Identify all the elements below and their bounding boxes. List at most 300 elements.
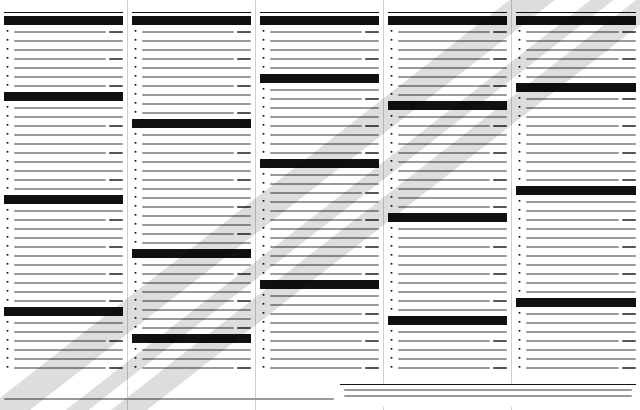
row-bullet: ▪ [390,185,393,192]
row-bullet: ▪ [390,122,393,129]
feature-row [388,131,507,138]
feature-row [388,243,507,250]
row-text-placeholder [14,170,123,172]
row-bullet: ▪ [6,122,9,129]
column [256,0,384,410]
row-text-placeholder [14,107,123,109]
row-bullet: ▪ [262,216,265,223]
row-price-placeholder [365,340,379,342]
row-text-placeholder [270,349,379,351]
row-text-placeholder [142,215,251,217]
row-bullet: ▪ [134,176,137,183]
row-text-placeholder [142,58,234,60]
row-text-placeholder [398,49,507,51]
feature-row [516,252,636,259]
feature-row [4,104,123,111]
row-bullet: ▪ [518,55,521,62]
feature-row [132,55,251,62]
row-text-placeholder [14,179,106,181]
feature-row [260,113,379,120]
row-bullet: ▪ [134,194,137,201]
row-bullet: ▪ [6,46,9,53]
row-bullet: ▪ [6,149,9,156]
feature-row [4,167,123,174]
row-bullet: ▪ [134,158,137,165]
row-text-placeholder [526,367,619,369]
row-text-placeholder [526,152,619,154]
row-text-placeholder [142,134,251,136]
row-bullet: ▪ [134,37,137,44]
row-text-placeholder [14,31,106,33]
row-text-placeholder [398,85,490,87]
row-bullet: ▪ [6,346,9,353]
row-text-placeholder [270,107,379,109]
row-price-placeholder [493,246,507,248]
row-bullet: ▪ [518,288,521,295]
row-bullet: ▪ [390,346,393,353]
row-text-placeholder [142,170,251,172]
row-text-placeholder [270,98,362,100]
feature-row [4,252,123,259]
feature-row [388,113,507,120]
row-text-placeholder [526,67,636,69]
row-text-placeholder [14,237,123,239]
row-text-placeholder [142,264,251,266]
row-text-placeholder [14,49,123,51]
row-price-placeholder [493,273,507,275]
row-text-placeholder [142,242,251,244]
feature-row [4,185,123,192]
row-bullet: ▪ [262,28,265,35]
feature-row [516,225,636,232]
row-price-placeholder [237,58,251,60]
feature-row [388,55,507,62]
row-text-placeholder [526,125,619,127]
row-text-placeholder [398,273,490,275]
feature-row [132,158,251,165]
row-price-placeholder [109,367,123,369]
feature-row [516,279,636,286]
column-title [260,2,379,13]
row-bullet: ▪ [6,364,9,371]
row-text-placeholder [526,31,619,33]
feature-row [388,167,507,174]
feature-row [260,270,379,277]
row-price-placeholder [365,273,379,275]
row-text-placeholder [14,143,123,145]
feature-row [132,288,251,295]
column [384,0,512,410]
row-price-placeholder [109,300,123,302]
feature-row [260,46,379,53]
feature-row [132,176,251,183]
feature-row [388,37,507,44]
row-text-placeholder [526,219,619,221]
row-text-placeholder [526,116,636,118]
column-title [516,2,636,13]
row-text-placeholder [14,246,106,248]
row-text-placeholder [526,322,636,324]
section-banner [516,83,636,92]
row-bullet: ▪ [134,140,137,147]
row-bullet: ▪ [134,100,137,107]
row-price-placeholder [237,152,251,154]
row-bullet: ▪ [262,364,265,371]
row-price-placeholder [493,85,507,87]
row-bullet: ▪ [390,328,393,335]
feature-row [4,149,123,156]
row-text-placeholder [14,210,123,212]
row-text-placeholder [142,309,251,311]
row-text-placeholder [398,206,490,208]
row-bullet: ▪ [262,149,265,156]
row-text-placeholder [142,179,234,181]
feature-row [132,364,251,371]
row-bullet: ▪ [134,82,137,89]
row-text-placeholder [14,273,106,275]
row-price-placeholder [237,31,251,33]
row-bullet: ▪ [262,55,265,62]
feature-row [260,261,379,268]
row-price-placeholder [109,85,123,87]
row-text-placeholder [398,179,490,181]
row-text-placeholder [14,264,123,266]
row-bullet: ▪ [6,225,9,232]
feature-row [516,46,636,53]
row-text-placeholder [526,228,636,230]
row-price-placeholder [365,125,379,127]
feature-row [260,310,379,317]
row-text-placeholder [142,358,251,360]
column-title [4,2,123,13]
row-price-placeholder [237,112,251,114]
row-text-placeholder [270,246,362,248]
row-bullet: ▪ [390,91,393,98]
row-text-placeholder [526,201,636,203]
feature-row [132,297,251,304]
row-bullet: ▪ [262,122,265,129]
row-text-placeholder [142,188,251,190]
feature-row [132,167,251,174]
row-price-placeholder [622,125,636,127]
feature-row [4,225,123,232]
feature-row [388,46,507,53]
row-bullet: ▪ [6,279,9,286]
row-price-placeholder [365,152,379,154]
feature-row [4,319,123,326]
row-text-placeholder [270,331,379,333]
row-bullet: ▪ [518,364,521,371]
row-bullet: ▪ [6,131,9,138]
row-text-placeholder [398,264,507,266]
feature-row [260,131,379,138]
feature-row [516,176,636,183]
row-text-placeholder [526,210,636,212]
row-price-placeholder [493,125,507,127]
row-bullet: ▪ [6,288,9,295]
row-text-placeholder [398,134,507,136]
row-text-placeholder [526,170,636,172]
row-bullet: ▪ [390,28,393,35]
row-bullet: ▪ [390,140,393,147]
row-bullet: ▪ [262,171,265,178]
row-text-placeholder [270,358,379,360]
feature-row [4,140,123,147]
row-bullet: ▪ [518,355,521,362]
row-price-placeholder [109,58,123,60]
section-banner [388,101,507,110]
feature-row [516,355,636,362]
row-text-placeholder [14,282,123,284]
row-text-placeholder [526,143,636,145]
row-price-placeholder [622,367,636,369]
feature-row [260,292,379,299]
feature-row [132,212,251,219]
row-text-placeholder [398,161,507,163]
row-price-placeholder [622,219,636,221]
column-banner [4,16,123,25]
feature-row [388,203,507,210]
row-text-placeholder [270,31,362,33]
row-price-placeholder [493,206,507,208]
row-text-placeholder [142,103,251,105]
row-bullet: ▪ [134,270,137,277]
feature-row [4,37,123,44]
row-bullet: ▪ [134,64,137,71]
feature-row [388,28,507,35]
feature-row [388,328,507,335]
feature-row [4,158,123,165]
row-text-placeholder [398,197,507,199]
row-text-placeholder [270,89,379,91]
row-price-placeholder [365,367,379,369]
row-price-placeholder [622,98,636,100]
feature-row [132,279,251,286]
row-text-placeholder [398,188,507,190]
feature-row [4,46,123,53]
row-text-placeholder [526,264,636,266]
row-bullet: ▪ [390,288,393,295]
row-text-placeholder [526,237,636,239]
section-banner [388,316,507,325]
row-text-placeholder [526,291,636,293]
row-bullet: ▪ [262,180,265,187]
feature-row [260,234,379,241]
row-bullet: ▪ [6,28,9,35]
feature-row [516,149,636,156]
row-text-placeholder [526,331,636,333]
row-bullet: ▪ [134,185,137,192]
row-price-placeholder [237,85,251,87]
feature-row [516,140,636,147]
row-bullet: ▪ [262,64,265,71]
feature-row [516,216,636,223]
row-price-placeholder [622,179,636,181]
feature-row [260,364,379,371]
row-price-placeholder [237,233,251,235]
row-text-placeholder [526,98,619,100]
row-bullet: ▪ [390,73,393,80]
feature-row [388,194,507,201]
row-bullet: ▪ [390,306,393,313]
row-bullet: ▪ [518,310,521,317]
row-price-placeholder [493,340,507,342]
row-price-placeholder [365,58,379,60]
feature-row [516,319,636,326]
row-bullet: ▪ [390,55,393,62]
row-bullet: ▪ [262,270,265,277]
feature-row [132,324,251,331]
row-text-placeholder [270,219,362,221]
footer-line [344,389,632,391]
row-bullet: ▪ [262,189,265,196]
feature-row [260,243,379,250]
feature-row [516,113,636,120]
row-text-placeholder [398,291,507,293]
row-bullet: ▪ [390,64,393,71]
feature-row [516,122,636,129]
feature-row [4,122,123,129]
footer-disclaimer [340,384,636,407]
row-text-placeholder [270,58,362,60]
row-text-placeholder [14,188,123,190]
feature-row [388,364,507,371]
row-bullet: ▪ [134,315,137,322]
row-text-placeholder [14,85,106,87]
feature-row [4,243,123,250]
row-text-placeholder [142,152,234,154]
row-text-placeholder [398,40,507,42]
feature-row [516,167,636,174]
row-text-placeholder [14,228,123,230]
row-price-placeholder [622,273,636,275]
feature-row [132,37,251,44]
row-bullet: ▪ [6,243,9,250]
row-bullet: ▪ [134,355,137,362]
row-text-placeholder [526,246,619,248]
row-text-placeholder [14,219,106,221]
row-text-placeholder [270,134,379,136]
feature-row [260,86,379,93]
row-price-placeholder [109,179,123,181]
row-text-placeholder [270,237,379,239]
feature-row [132,28,251,35]
row-bullet: ▪ [6,234,9,241]
row-bullet: ▪ [134,149,137,156]
row-bullet: ▪ [262,261,265,268]
row-bullet: ▪ [134,364,137,371]
feature-row [260,189,379,196]
row-text-placeholder [142,49,251,51]
row-bullet: ▪ [390,82,393,89]
row-bullet: ▪ [6,216,9,223]
row-bullet: ▪ [6,82,9,89]
feature-row [4,261,123,268]
feature-row [260,95,379,102]
row-text-placeholder [142,94,251,96]
feature-row [388,73,507,80]
feature-row [132,64,251,71]
feature-row [516,346,636,353]
feature-row [132,131,251,138]
feature-row [132,270,251,277]
row-text-placeholder [526,134,636,136]
row-text-placeholder [270,183,379,185]
feature-row [4,270,123,277]
row-text-placeholder [142,318,251,320]
feature-row [260,346,379,353]
feature-row [388,297,507,304]
row-bullet: ▪ [262,198,265,205]
row-text-placeholder [142,367,234,369]
feature-row [260,355,379,362]
row-bullet: ▪ [6,104,9,111]
section-banner [260,280,379,289]
feature-row [4,297,123,304]
feature-row [388,337,507,344]
row-text-placeholder [398,76,507,78]
feature-row [516,198,636,205]
feature-row [388,158,507,165]
row-bullet: ▪ [518,131,521,138]
row-bullet: ▪ [518,319,521,326]
row-bullet: ▪ [518,149,521,156]
row-bullet: ▪ [262,86,265,93]
row-bullet: ▪ [6,55,9,62]
column [512,0,640,410]
row-bullet: ▪ [134,346,137,353]
row-bullet: ▪ [390,279,393,286]
row-price-placeholder [493,58,507,60]
feature-row [132,306,251,313]
feature-row [388,82,507,89]
feature-row [132,46,251,53]
row-bullet: ▪ [390,234,393,241]
section-banner [260,159,379,168]
column-title [132,2,251,13]
row-bullet: ▪ [262,131,265,138]
row-text-placeholder [270,49,379,51]
row-price-placeholder [109,31,123,33]
section-banner [132,334,251,343]
row-text-placeholder [142,161,251,163]
row-text-placeholder [526,340,619,342]
row-bullet: ▪ [262,252,265,259]
row-bullet: ▪ [262,337,265,344]
feature-row [516,131,636,138]
row-bullet: ▪ [134,261,137,268]
row-bullet: ▪ [262,301,265,308]
feature-row [516,95,636,102]
row-text-placeholder [270,174,379,176]
row-price-placeholder [493,367,507,369]
row-bullet: ▪ [390,297,393,304]
feature-row [4,364,123,371]
row-text-placeholder [398,31,490,33]
row-text-placeholder [526,349,636,351]
row-bullet: ▪ [6,261,9,268]
feature-row [388,346,507,353]
row-bullet: ▪ [6,64,9,71]
section-banner [516,298,636,307]
row-text-placeholder [270,255,379,257]
row-bullet: ▪ [6,158,9,165]
row-bullet: ▪ [134,279,137,286]
section-banner [260,74,379,83]
row-text-placeholder [526,273,619,275]
feature-row [260,104,379,111]
row-bullet: ▪ [6,207,9,214]
